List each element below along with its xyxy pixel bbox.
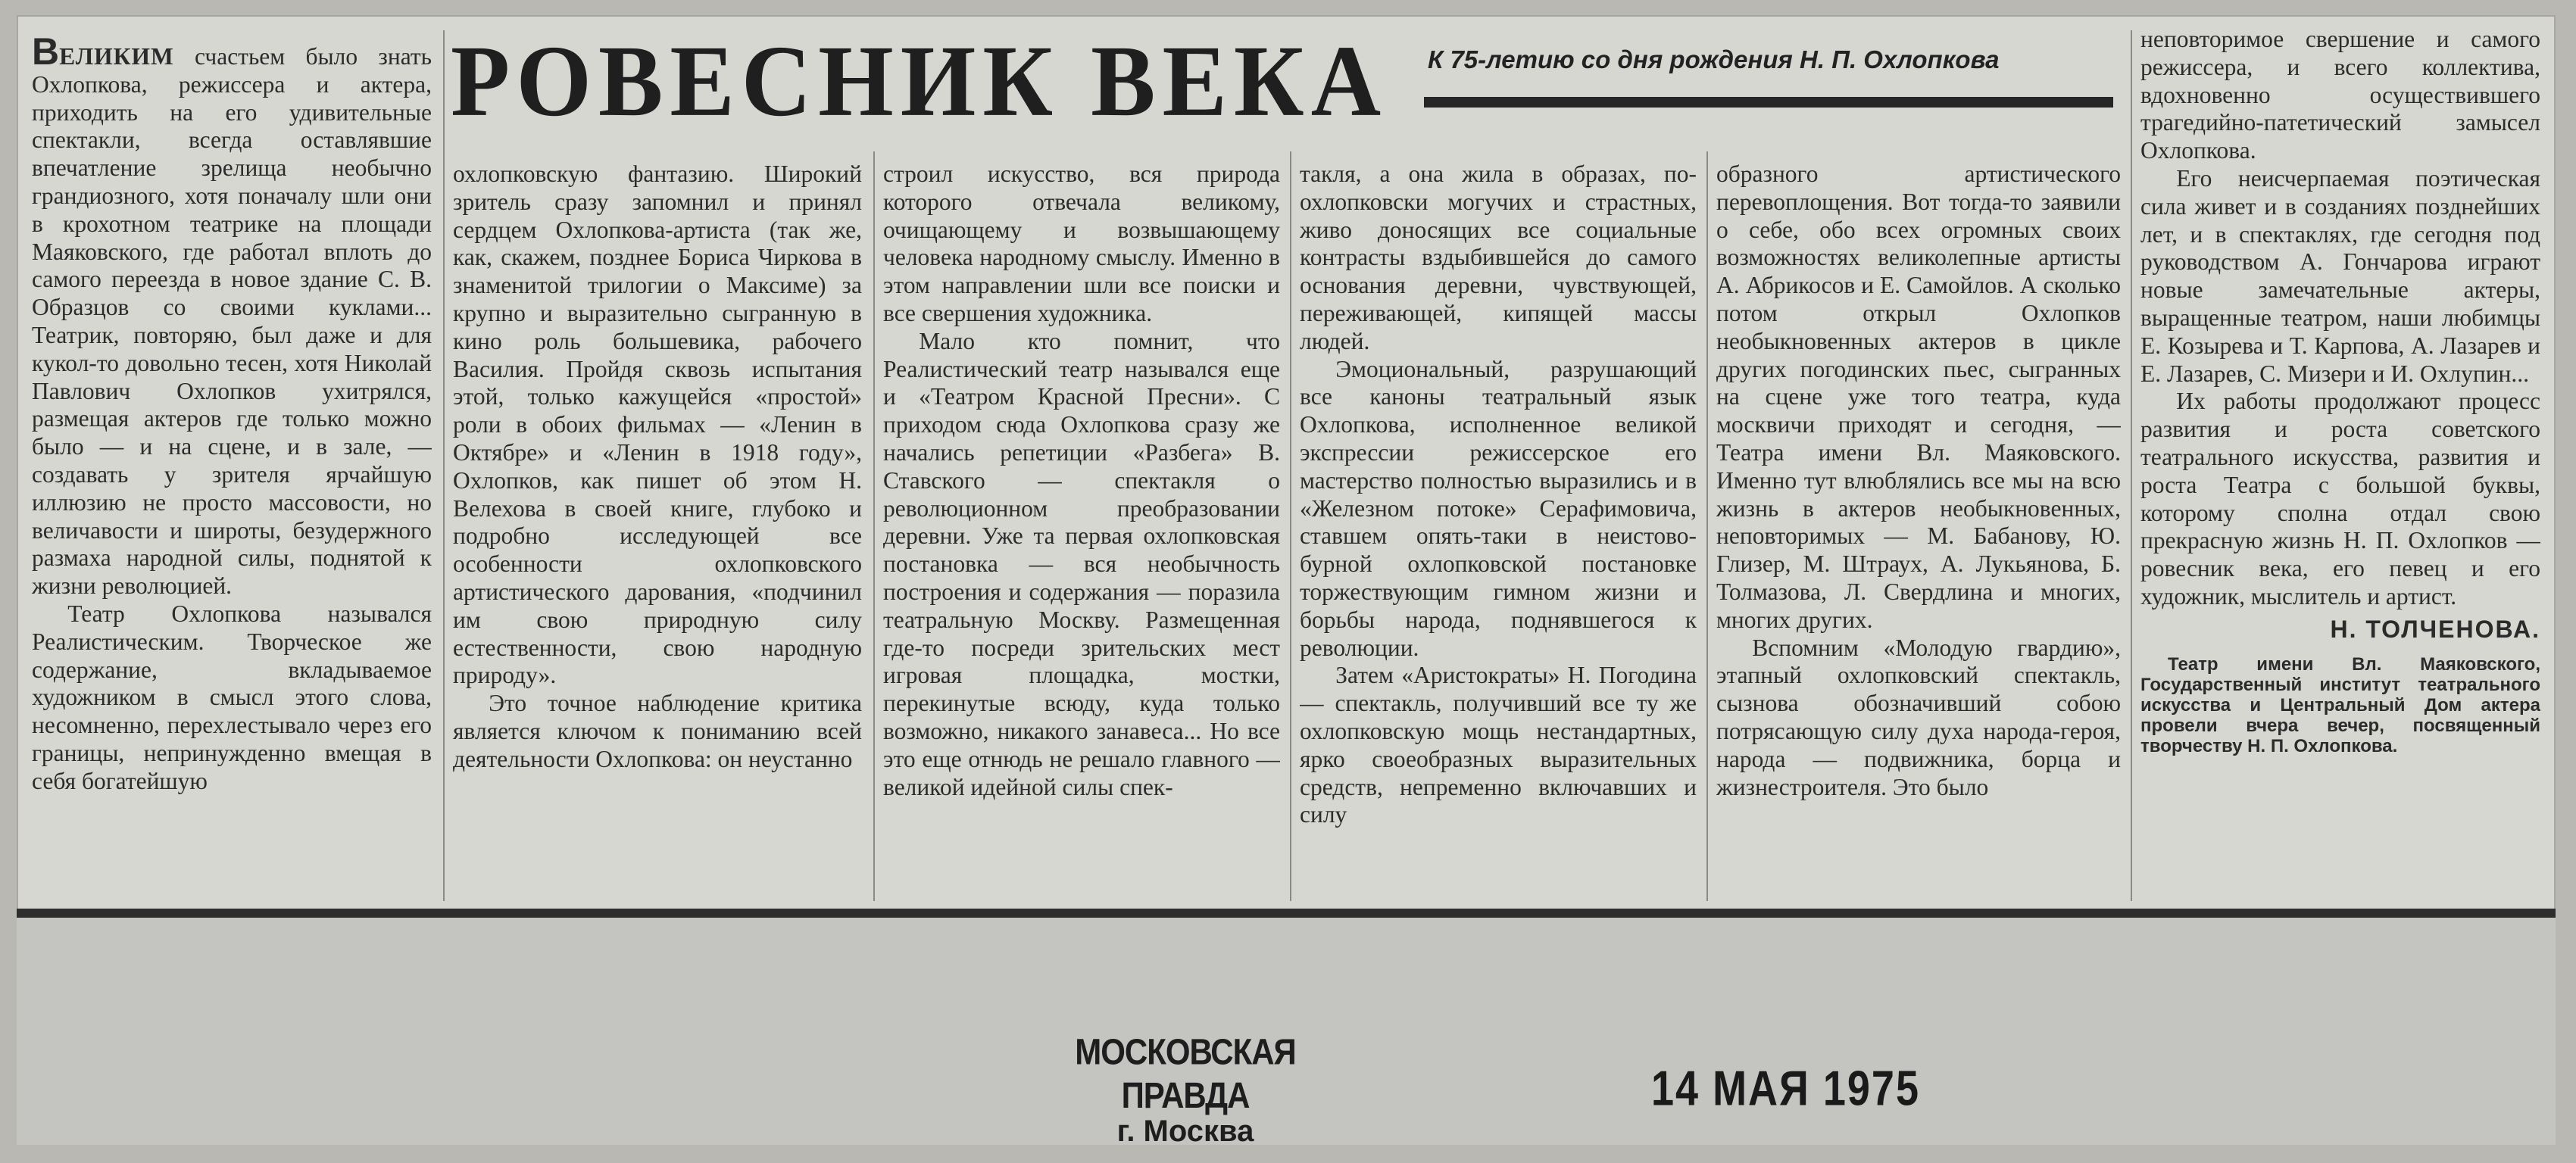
paragraph: Их работы продолжают процесс развития и роста советского театрального искусства, развития и роста Театра с большой буквы, которому сполна отдал свою прекрасную жизнь Н. П. Охлопков — ровесник века, его певец и его художник, мыслитель и артист. [2140, 388, 2540, 610]
lead-paragraph [32, 36, 432, 600]
lead-word: ЕЛИКИМ [59, 43, 174, 70]
paragraph: Театр Охлопкова назывался Реалистическим. Творческое же содержание, вкладываемое художником в смысл этого слова, несомненно, перехлестывало через его границы, непринужденно вмещая в себя богатейшую [32, 600, 432, 794]
article-column-1 [32, 36, 432, 900]
bottom-rule [17, 909, 2556, 918]
column-divider [443, 30, 445, 901]
paragraph: Это точное наблюдение критика является ключом к пониманию всей деятельности Охлопкова: он неустанно [453, 690, 862, 772]
paragraph: Вспомним «Молодую гвардию», этапный охлопковский спектакль, сызнова обозначивший собою потрясающую силу духа народа-героя, народа — подвижника, борца и жизнестроителя. Это было [1716, 634, 2121, 800]
article-column-3 [883, 161, 1280, 903]
paragraph: строил искусство, вся природа которого отвечала великому, очищающему и возвышающему человека народному смыслу. Именно в этом направлении шли все поиски и все свершения художника. [883, 161, 1280, 326]
column-divider [873, 151, 875, 901]
paragraph: такля, а она жила в образах, по-охлопковски могучих и страстных, живо доносящих все социальные контрасты вздыбившейся до самого основания деревни, чувствующей, переживающей, кипящей массы людей. [1300, 161, 1697, 354]
column-divider [1290, 151, 1291, 901]
author-signature: Н. ТОЛЧЕНОВА. [2330, 615, 2540, 643]
paragraph: образного артистического перевоплощения. Вот тогда-то заявили о себе, обо всех огромных своих возможностях великолепные артисты А. Абрикосов и Е. Самойлов. А сколько потом открыл Охлопков необыкновенных актеров в цикле других погодинских пьес, сыгранных на сцене уже того театра, куда москвичи приходят и сегодня, — Театра имени Вл. Маяковского. Именно тут влюблялись все мы на всю жизнь в актеров необыкновенных, неповторимых — М. Бабанову, Ю. Глизер, М. Штраух, А. Лукьянова, Б. Толмазова, Л. Свердлина и многих, многих других. [1716, 161, 2121, 633]
article-column-2 [453, 161, 862, 903]
publication-stamp [1026, 1030, 1344, 1148]
lead-paragraph-text: счастьем было знать Охлопкова, режиссера и актера, приходить на его удивительные спектакли, всегда оставлявшие впечатление зрелища необычно грандиозного, хотя поначалу шли они в крохотном театрике на площади Маяковского, где работал вплоть до самого переезда в новое здание С. В. Образцов со своими куклами... Театрик, повторяю, был даже и для кукол-то довольно тесен, хотя Николай Павлович Охлопков ухитрялся, размещая актеров где только можно было — и на сцене, и в зале, — создавать у зрителя ярчайшую иллюзию не просто массовости, но величавости и широты, безудержного размаха народной силы, поднятой к жизни революцией. [32, 43, 432, 600]
article-column-4 [1300, 161, 1697, 903]
paragraph: Мало кто помнит, что Реалистический театр назывался еще и «Театром Красной Пресни». С приходом сюда Охлопкова сразу же начались репетиции «Разбега» В. Ставского — спектакля о революционном преобразовании деревни. Уже та первая охлопковская постановка — вся необычность построения и содержания — поразила театральную Москву. Размещенная где-то посреди зрительских мест игровая площадка, мостки, перекинутые всюду, куда только возможно, никакого занавеса... Но все это еще отнюдь не решало главного — великой идейной силы спек- [883, 327, 1280, 800]
column-divider [1706, 151, 1708, 901]
paragraph: охлопковскую фантазию. Широкий зритель сразу запомнил и принял сердцем Охлопкова-артиста (так же, как, скажем, позднее Бориса Чиркова в знаменитой трилогии о Максиме) за крупно и выразительно сыгранную в кино роль большевика, рабочего Василия. Пройдя сквозь испытания этой, только кажущейся «простой» роли в обоих фильмах — «Ленин в Октябре» и «Ленин в 1918 году», Охлопков, как пишет об этом Н. Велехова в своей книге, глубоко и подробно исследующей все особенности охлопковского артистического дарования, «подчинил им свою природную силу естественности, свою народную природу». [453, 161, 862, 689]
article-footnote: Театр имени Вл. Маяковского, Государственный институт театрального искусства и Центральный Дом актера провели вчера вечер, посвященный творчеству Н. П. Охлопкова. [2140, 653, 2540, 756]
paragraph: Затем «Аристократы» Н. Погодина — спектакль, получивший все ту же охлопковскую мощь нестандартных, ярко своеобразных выразительных средств, непременно включавших и силу [1300, 662, 1697, 828]
article-column-6 [2140, 26, 2540, 901]
drop-cap: В [32, 36, 60, 73]
publication-city: г. Москва [1116, 1115, 1254, 1148]
publication-name: МОСКОВСКАЯ ПРАВДА [1075, 1030, 1296, 1116]
article-title: РОВЕСНИК ВЕКА [451, 24, 1388, 138]
paragraph: Его неисчерпаемая поэтическая сила живет и в созданиях позднейших лет, и в спектаклях, где сегодня под руководством А. Гончарова играют новые замечательные актеры, выращенные театром, наши любимцы Е. Козырева и Т. Карпова, А. Лазарев и Е. Лазарев, С. Мизери и И. Охлупин... [2140, 164, 2540, 387]
subtitle-underline [1424, 97, 2113, 108]
article-column-5 [1716, 161, 2121, 903]
article-subtitle: К 75-летию со дня рождения Н. П. Охлопкова [1428, 45, 2000, 73]
paragraph: неповторимое свершение и самого режиссера, и всего коллектива, вдохновенно осуществившего трагедийно-патетический замысел Охлопкова. [2140, 26, 2540, 164]
paragraph: Эмоциональный, разрушающий все каноны театральный язык Охлопкова, исполненное великой экспрессии режиссерское его мастерство полностью выразились и в «Железном потоке» Серафимовича, ставшем опять-таки в неистово-бурной охлопковской постановке торжествующим гимном жизни и борьбы народа, поднявшегося к революции. [1300, 355, 1697, 661]
date-stamp: 14 МАЯ 1975 [1651, 1062, 1920, 1116]
column-divider [2131, 30, 2132, 901]
